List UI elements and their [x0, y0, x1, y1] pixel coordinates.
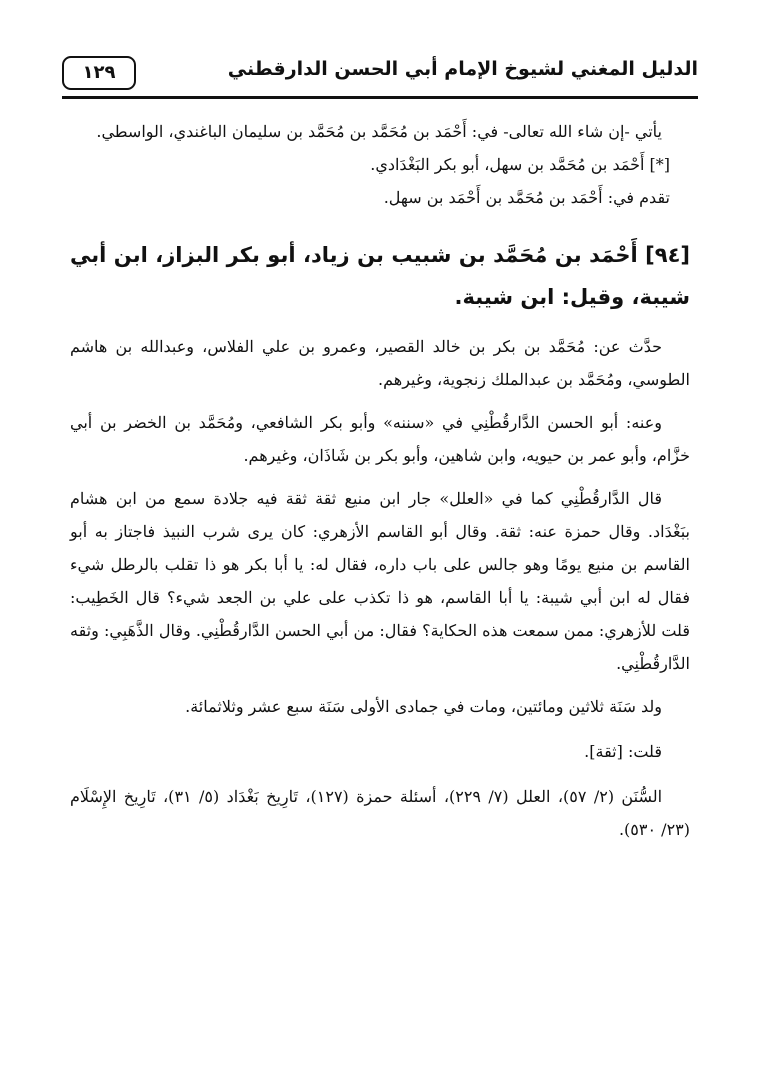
page-header [62, 52, 698, 99]
entry-heading: [٩٤] أَحْمَد بن مُحَمَّد بن شبيب بن زياد، أبو بكر البزاز، ابن أبي شيبة، وقيل: ابن شيبة. [70, 243, 690, 309]
page-number-badge: ١٢٩ [62, 56, 136, 90]
sources-paragraph: السُّنَن (٢/ ٥٧)، العلل (٧/ ٢٢٩)، أسئلة حمزة (١٢٧)، تَارِيخ بَغْدَاد (٥/ ٣١)، تَارِيخ الإِسْلَام (٢٣/ ٥٣٠). [70, 787, 690, 839]
starred-entry: [*] أَحْمَد بن مُحَمَّد بن سهل، أبو بكر البَغْدَادي. [370, 155, 670, 174]
students-paragraph: وعنه: أبو الحسن الدَّارقُطْنِي في «سننه» وأبو بكر الشافعي، ومُحَمَّد بن الخضر بن أبي خزَّام، وأبو عمر بن حيويه، وابن شاهين، وأبو بكر بن شَاذَان، وغيرهم. [70, 413, 690, 465]
verdict-paragraph: قلت: [ثقة]. [584, 742, 662, 761]
cross-reference-paragraph: يأتي -إن شاء الله تعالى- في: أَحْمَد بن مُحَمَّد بن مُحَمَّد بن سليمان الباغندي، الواسطي. [96, 122, 662, 141]
see-also-note: تقدم في: أَحْمَد بن مُحَمَّد بن أَحْمَد بن سهل. [383, 188, 670, 207]
birth-death-paragraph: ولد سَنَة ثلاثين ومائتين، ومات في جمادى الأولى سَنَة سبع عشر وثلاثمائة. [185, 697, 662, 716]
running-title: الدليل المغني لشيوخ الإمام أبي الحسن الدارقطني [227, 58, 698, 80]
teachers-paragraph: حدَّث عن: مُحَمَّد بن بكر بن خالد القصير، وعمرو بن علي الفلاس، وعبدالله بن هاشم الطوسي، ومُحَمَّد بن عبدالملك زنجوية، وغيرهم. [70, 337, 690, 389]
main-text [70, 115, 690, 846]
critique-paragraph: قال الدَّارقُطْنِي كما في «العلل» جار ابن منيع ثقة ثقة فيه جلادة سمع من ابن هشام ببَغْدَاد. وقال حمزة عنه: ثقة. وقال أبو القاسم الأزهري: كان يرى شرب النبيذ فاجتاز به أبو القاسم بن منيع يومًا وهو جالس على باب داره، فقال له: يا أبا بكر هو ذا تقلب بالرطل شيء فقال له ابن أبي شيبة: يا أبا القاسم، هو ذا تكذب على علي بن الجعد شيء؟ قال الخَطِيب: قلت للأزهري: ممن سمعت هذه الحكاية؟ فقال: من أبي الحسن الدَّارقُطْنِي. وقال الذَّهَبِي: وثقه الدَّارقُطْنِي. [70, 489, 690, 673]
